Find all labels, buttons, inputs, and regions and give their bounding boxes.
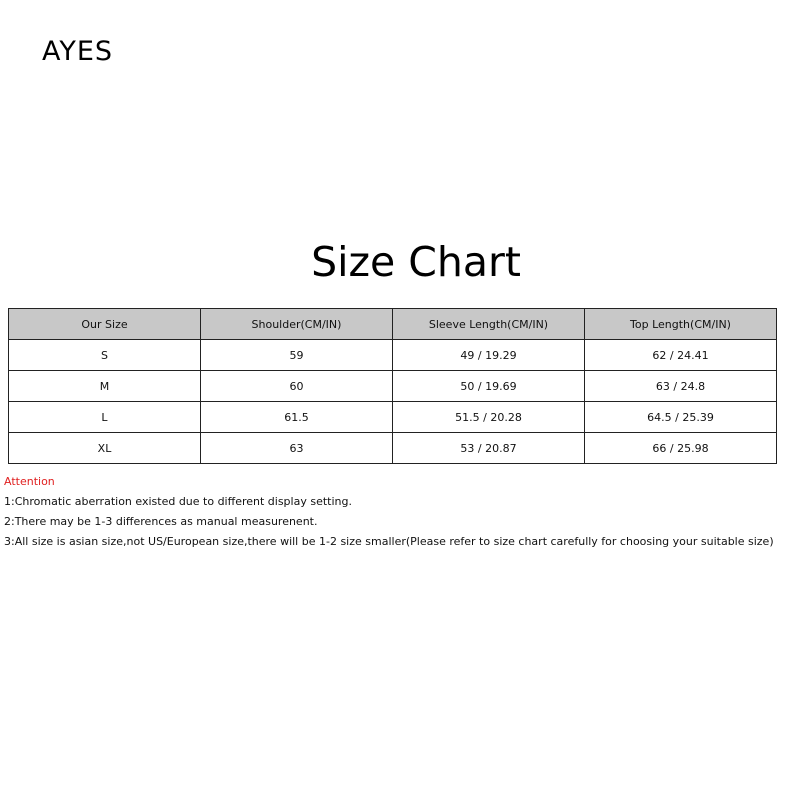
notes-section	[4, 472, 774, 552]
top-length-cell: 62 / 24.41	[585, 340, 777, 371]
note-item: 3:All size is asian size,not US/European size,there will be 1-2 size smaller(Please refer to size chart carefully for choosing your suitable size)	[4, 535, 774, 548]
sleeve-length-cell: 50 / 19.69	[393, 371, 585, 402]
table-row	[9, 340, 777, 371]
note-item: 2:There may be 1-3 differences as manual measurenent.	[4, 515, 318, 528]
column-header-sleeve-length: Sleeve Length(CM/IN)	[393, 309, 585, 340]
shoulder-cell: 61.5	[201, 402, 393, 433]
table-header-row	[9, 309, 777, 340]
top-length-cell: 66 / 25.98	[585, 433, 777, 464]
shoulder-cell: 60	[201, 371, 393, 402]
column-header-shoulder: Shoulder(CM/IN)	[201, 309, 393, 340]
note-item: 1:Chromatic aberration existed due to different display setting.	[4, 495, 352, 508]
size-chart-table	[8, 308, 777, 464]
table-row	[9, 371, 777, 402]
size-cell: L	[9, 402, 201, 433]
shoulder-cell: 63	[201, 433, 393, 464]
shoulder-cell: 59	[201, 340, 393, 371]
column-header-our-size: Our Size	[9, 309, 201, 340]
sleeve-length-cell: 53 / 20.87	[393, 433, 585, 464]
table-row	[9, 433, 777, 464]
sleeve-length-cell: 51.5 / 20.28	[393, 402, 585, 433]
page-title: Size Chart	[311, 238, 521, 286]
attention-heading: Attention	[4, 475, 55, 488]
top-length-cell: 64.5 / 25.39	[585, 402, 777, 433]
size-cell: S	[9, 340, 201, 371]
table-row	[9, 402, 777, 433]
top-length-cell: 63 / 24.8	[585, 371, 777, 402]
size-cell: XL	[9, 433, 201, 464]
column-header-top-length: Top Length(CM/IN)	[585, 309, 777, 340]
sleeve-length-cell: 49 / 19.29	[393, 340, 585, 371]
brand-logo-text: AYES	[42, 36, 114, 67]
size-cell: M	[9, 371, 201, 402]
